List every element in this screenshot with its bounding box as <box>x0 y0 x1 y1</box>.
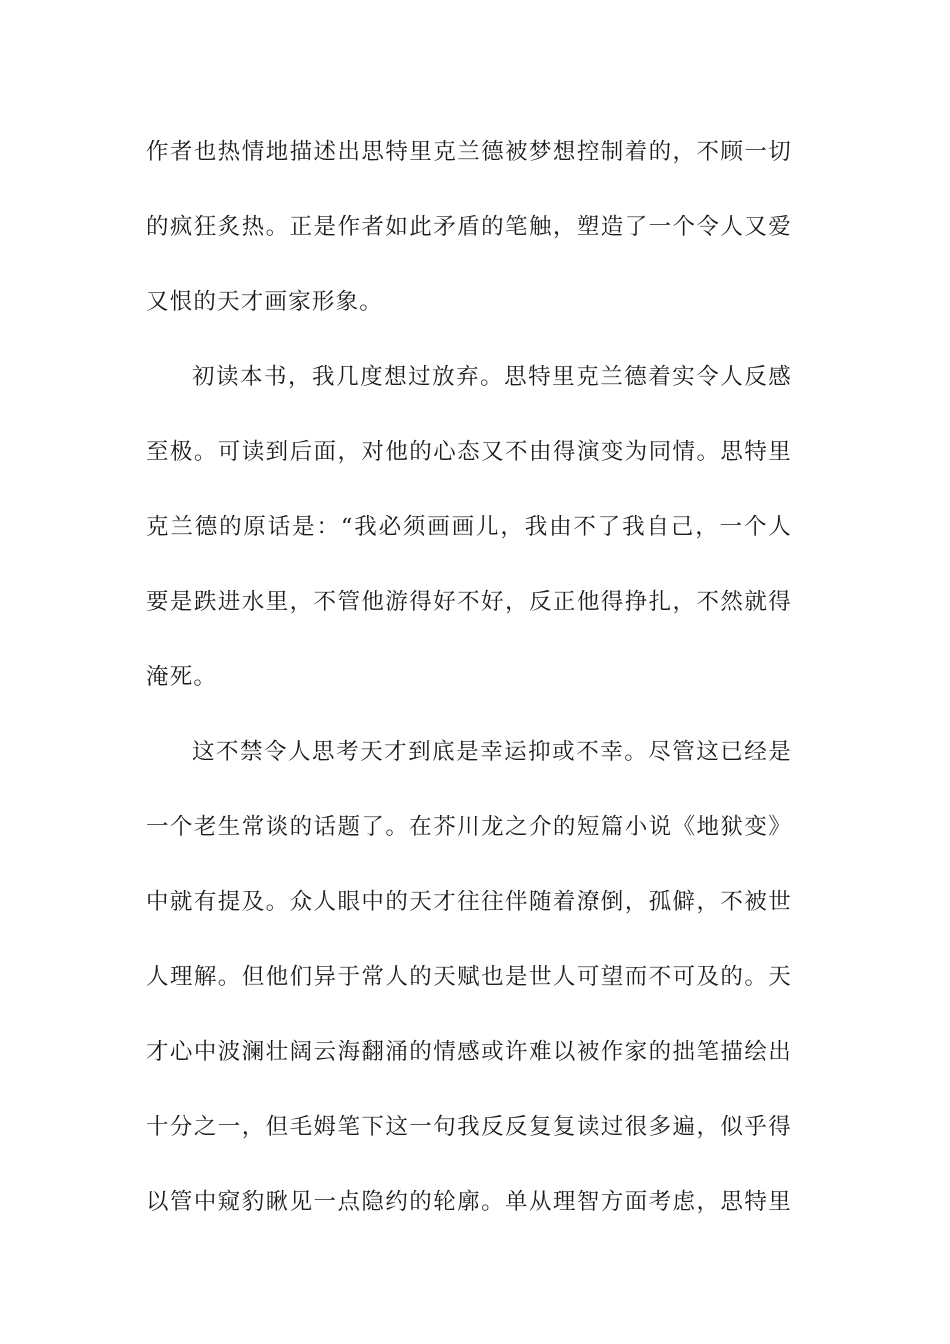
text-line: 又恨的天才画家形象。 <box>146 289 384 315</box>
text-line: 才心中波澜壮阔云海翻涌的情感或许难以被作家的拙笔描绘出 <box>146 1039 792 1065</box>
paragraph-first-line: 这不禁令人思考天才到底是幸运抑或不幸。尽管这已经是 <box>192 739 792 765</box>
text-line: 作者也热情地描述出思特里克兰德被梦想控制着的，不顾一切 <box>146 139 792 165</box>
text-line: 至极。可读到后面，对他的心态又不由得演变为同情。思特里 <box>146 439 792 465</box>
body-text <box>146 128 792 1253</box>
text-line: 中就有提及。众人眼中的天才往往伴随着潦倒，孤僻，不被世 <box>146 889 792 915</box>
text-line: 一个老生常谈的话题了。在芥川龙之介的短篇小说《地狱变》 <box>146 814 792 840</box>
text-line: 要是跌进水里，不管他游得好不好，反正他得挣扎，不然就得 <box>146 589 792 615</box>
text-line: 克兰德的原话是：“我必须画画儿，我由不了我自己，一个人 <box>146 514 792 540</box>
text-line: 十分之一，但毛姆笔下这一句我反反复复读过很多遍，似乎得 <box>146 1114 792 1140</box>
text-line: 淹死。 <box>146 664 218 690</box>
text-line: 以管中窥豹瞅见一点隐约的轮廓。单从理智方面考虑，思特里 <box>146 1189 792 1215</box>
paragraph-first-line: 初读本书，我几度想过放弃。思特里克兰德着实令人反感 <box>192 364 792 390</box>
text-line: 人理解。但他们异于常人的天赋也是世人可望而不可及的。天 <box>146 964 792 990</box>
text-line: 的疯狂炙热。正是作者如此矛盾的笔触，塑造了一个令人又爱 <box>146 214 792 240</box>
